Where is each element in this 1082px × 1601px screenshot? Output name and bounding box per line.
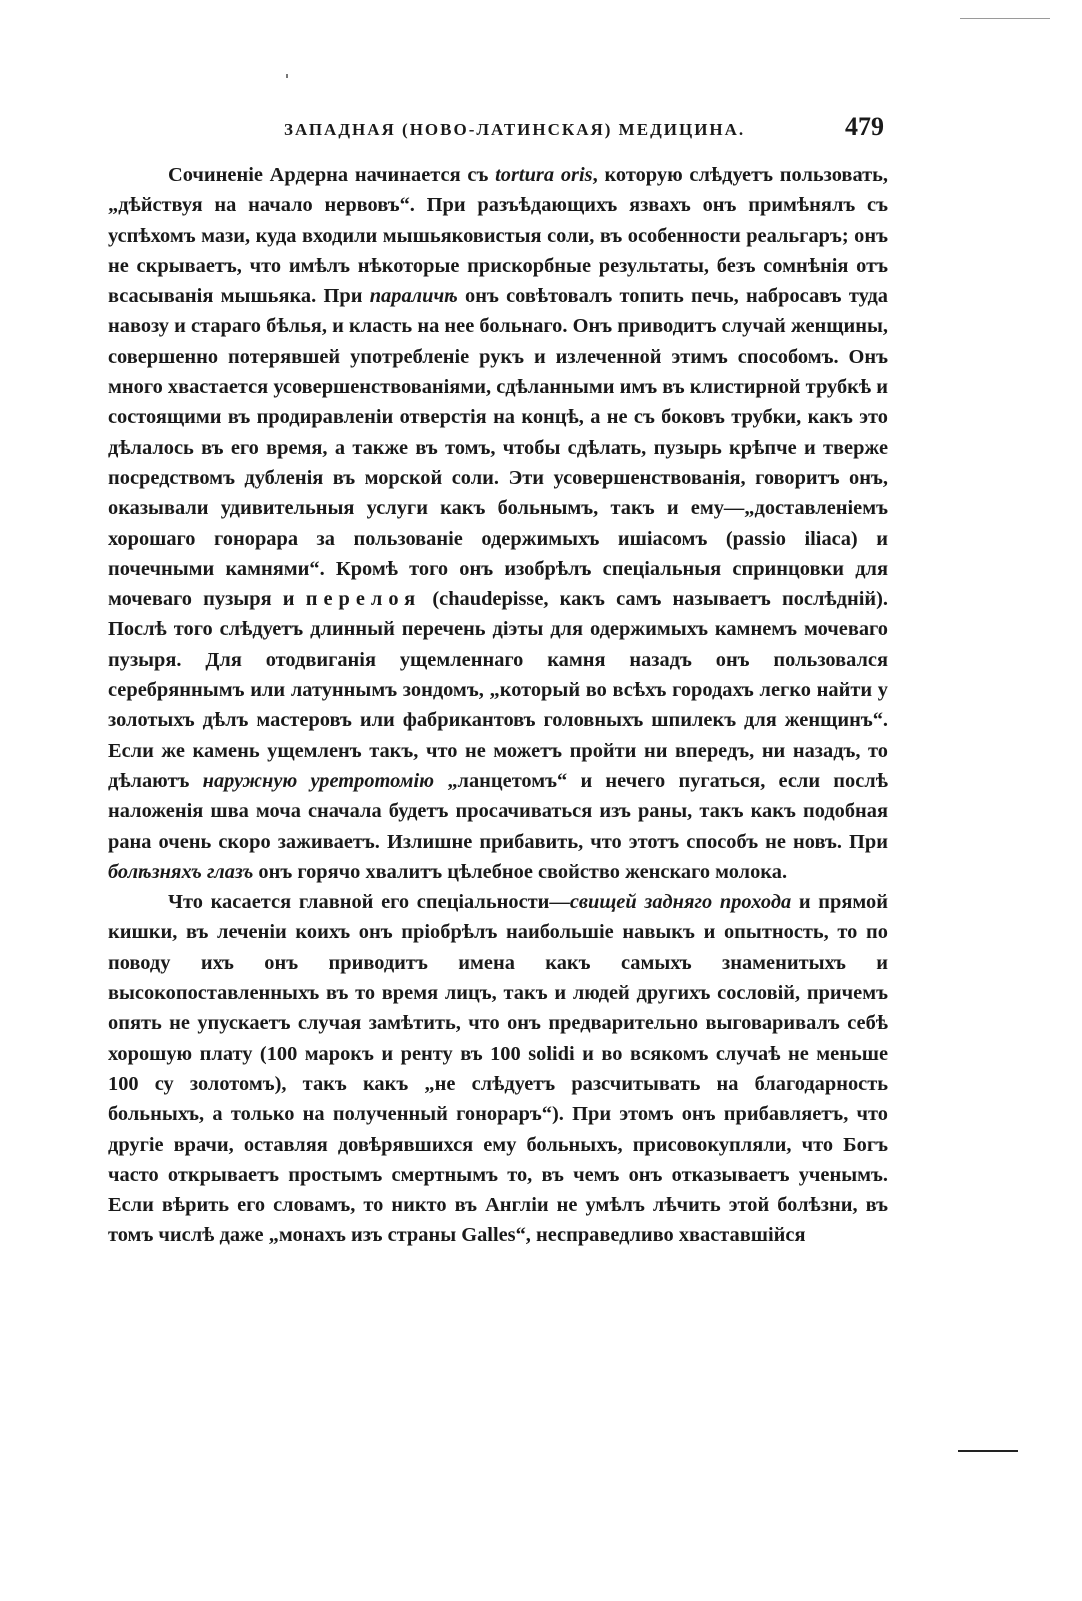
scan-edge-line [960, 18, 1050, 19]
italic-run: tortura oris [495, 164, 593, 186]
text-run: Что касается главной его спеціальности— [168, 891, 570, 914]
paragraph [108, 887, 888, 1251]
italic-run: свищей задняго прохода [569, 891, 792, 914]
text-run: онъ совѣтовалъ топить печь, набросавъ туда навозу и стараго бѣлья, и класть на нее больнаго. Онъ приводитъ случай женщины, совершенно потерявшей употребленіе рукъ и излеченной этимъ способомъ. Онъ много хвастается усовершенствованіями, сдѣланными имъ въ клистирной трубкѣ и состоящими въ продиравленіи отверстія на концѣ, а не съ боковъ трубки, какъ это дѣлалось въ его время, а также въ томъ, чтобы сдѣлать, пузырь крѣпче и тверже посредствомъ дубленія въ морской соли. Эти усовершенствованія, говоритъ онъ, оказывали удивительныя услуги какъ больнымъ, такъ и ему—„доставленіемъ хорошаго гонорара за пользованіе одержимыхъ ишіасомъ (passio iliaca) и почечными камнями“. Кромѣ того онъ изобрѣлъ спеціальныя спринцовки для мочеваго пузыря и [108, 285, 888, 611]
italic-run: наружную уретротомію [202, 769, 435, 792]
text-run: и прямой кишки, въ леченіи коихъ онъ пріобрѣлъ наибольшіе навыкъ и опытность, то по поводу ихъ онъ приводитъ имена какъ самыхъ знаменитыхъ и высокопоставленныхъ въ то время лицъ, такъ и людей другихъ сословій, причемъ опять не упускаетъ случая замѣтить, что онъ предварительно выговаривалъ себѣ хорошую плату (100 марокъ и ренту въ 100 solidi и во всякомъ случаѣ не меньше 100 су золотомъ), такъ какъ „не слѣдуетъ разсчитывать на благодарность больныхъ, а только на полученный гонораръ“). При этомъ онъ прибавляетъ, что другіе врачи, оставляя довѣрявшихся ему больныхъ, присовокупляли, что Богъ часто открываетъ простымъ смертнымъ то, въ чемъ онъ отказываетъ ученымъ. Если вѣрить его словамъ, то никто въ Англіи не умѣлъ лѣчить этой болѣзни, въ томъ числѣ даже „монахъ изъ страны Galles“, несправедливо хваставшійся [108, 891, 888, 1247]
running-head [108, 112, 888, 152]
text-run: (chaudepisse, какъ самъ называетъ послѣдній). Послѣ того слѣдуетъ длинный перечень діэты для одержимыхъ камнемъ мочеваго пузыря. Для отодвиганія ущемленнаго камня назадъ онъ пользовался серебряннымъ или латуннымъ зондомъ, „который во всѣхъ городахъ легко найти у золотыхъ дѣлъ мастеровъ или фабрикантовъ головныхъ шпилекъ для женщинъ“. Если же камень ущемленъ такъ, что не можетъ пройти ни впередъ, ни назадъ, то дѣлаютъ [108, 588, 888, 792]
text-run: Сочиненіе Ардерна начинается съ [168, 164, 496, 186]
page-number: 479 [845, 112, 884, 141]
text-run: , которую слѣдуетъ пользовать, „дѣйствуя на начало нервовъ“. При разъѣдающихъ язвахъ онъ примѣнялъ съ успѣхомъ мази, куда входили мышьяковистыя соли, въ особенности реальгаръ; онъ не скрываетъ, что имѣлъ нѣкоторые прискорбные результаты, безъ сомнѣнія отъ всасыванія мышьяка. При [108, 164, 889, 308]
scan-speck [286, 74, 288, 78]
body-text [108, 160, 888, 1251]
italic-run: болѣзняхъ глазъ [108, 860, 254, 883]
text-run: онъ горячо хвалитъ цѣлебное свойство женскаго молока. [253, 860, 788, 883]
italic-run: параличѣ [369, 285, 458, 308]
spaced-run: перелоя [305, 588, 422, 611]
scan-margin-mark [958, 1450, 1018, 1452]
paragraph [108, 160, 888, 887]
text-run: „ланцетомъ“ и нечего пугаться, если послѣ наложенія шва моча сначала будетъ просачиваться изъ раны, такъ какъ подобная рана очень скоро заживаетъ. Излишне прибавить, что этотъ способъ не новъ. При [108, 769, 888, 853]
running-title: ЗАПАДНАЯ (НОВО-ЛАТИНСКАЯ) МЕДИЦИНА. [284, 120, 746, 139]
